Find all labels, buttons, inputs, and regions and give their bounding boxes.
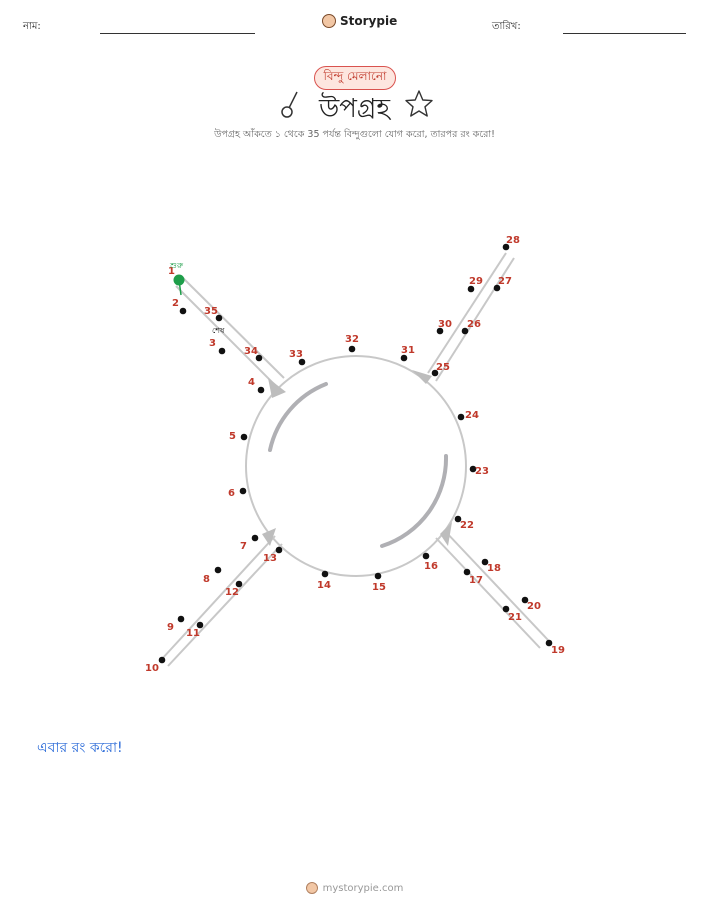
- color-it-prompt: এবার রং করো!: [37, 740, 123, 756]
- dot-number: 22: [460, 520, 474, 531]
- dot-number: 13: [263, 553, 277, 564]
- dot-number: 20: [527, 601, 541, 612]
- dot-8[interactable]: [203, 567, 221, 585]
- dot-number: 6: [228, 488, 235, 499]
- dot-number: 10: [145, 663, 159, 674]
- dot-marker[interactable]: [349, 346, 356, 353]
- dot-marker[interactable]: [375, 573, 382, 580]
- name-label: নাম:: [23, 21, 41, 32]
- dot-marker[interactable]: [178, 616, 185, 623]
- dot-number: 32: [345, 334, 359, 345]
- dot-number: 23: [475, 466, 489, 477]
- date-label: তারিখ:: [492, 21, 521, 32]
- dot-number: 12: [225, 587, 239, 598]
- dot-number: 18: [487, 563, 501, 574]
- dot-number: 27: [498, 276, 512, 287]
- dot-marker[interactable]: [252, 535, 259, 542]
- dot-2[interactable]: [172, 298, 186, 314]
- dot-marker[interactable]: [159, 657, 166, 664]
- dot-23[interactable]: [470, 466, 489, 477]
- dot-3[interactable]: [209, 338, 225, 354]
- dot-13[interactable]: [263, 547, 282, 564]
- dot-5[interactable]: [229, 431, 247, 442]
- dot-32[interactable]: [345, 334, 359, 352]
- dot-28[interactable]: [503, 235, 520, 250]
- dot-29[interactable]: [468, 276, 483, 292]
- dot-number: 33: [289, 349, 303, 360]
- dot-number: 19: [551, 645, 565, 656]
- dot-marker[interactable]: [241, 434, 248, 441]
- dot-22[interactable]: [455, 516, 474, 531]
- dot-14[interactable]: [317, 571, 331, 591]
- start-marker[interactable]: [169, 261, 185, 295]
- storypie-footer-logo-icon: [306, 882, 318, 894]
- activity-badge: বিন্দু মেলানো: [314, 66, 396, 90]
- dot-marker[interactable]: [219, 348, 226, 355]
- footer-site[interactable]: mystorypie.com: [322, 882, 404, 894]
- page-title: উপগ্রহ: [318, 94, 391, 124]
- start-label: শুরু: [170, 261, 184, 270]
- dot-number: 5: [229, 431, 236, 442]
- dot-number: 28: [506, 235, 520, 246]
- dot-number: 11: [186, 628, 200, 639]
- dot-26[interactable]: [462, 319, 481, 334]
- dot-number: 15: [372, 582, 386, 593]
- dot-number: 16: [424, 561, 438, 572]
- dot-7[interactable]: [240, 535, 258, 552]
- dot-27[interactable]: [494, 276, 512, 291]
- instructions: উপগ্রহ আঁকতে ১ থেকে 35 পর্যন্ত বিন্দুগুলো যোগ করো, তারপর রং করো!: [214, 129, 495, 140]
- dot-number: 34: [244, 346, 258, 357]
- dot-16[interactable]: [423, 553, 438, 572]
- dot-number: 8: [203, 574, 210, 585]
- dot-number: 9: [167, 622, 174, 633]
- end-label: শেষ: [212, 326, 225, 335]
- dot-24[interactable]: [458, 410, 479, 421]
- dot-17[interactable]: [464, 569, 483, 586]
- dot-number: 35: [204, 306, 218, 317]
- dot-19[interactable]: [546, 640, 565, 656]
- dot-number: 31: [401, 345, 415, 356]
- dot-number: 2: [172, 298, 179, 309]
- dot-20[interactable]: [522, 597, 541, 612]
- dot-marker[interactable]: [240, 488, 247, 495]
- dot-30[interactable]: [437, 319, 452, 334]
- dot-4[interactable]: [248, 377, 264, 393]
- dot-number: 30: [438, 319, 452, 330]
- dot-number: 26: [467, 319, 481, 330]
- dot-marker[interactable]: [423, 553, 430, 560]
- dot-marker[interactable]: [458, 414, 465, 421]
- dot-number: 7: [240, 541, 247, 552]
- dot-number: 17: [469, 575, 483, 586]
- dot-marker[interactable]: [258, 387, 265, 394]
- dot-number: 1: [168, 266, 175, 277]
- dot-33[interactable]: [289, 349, 305, 365]
- dot-marker[interactable]: [215, 567, 222, 574]
- dot-number: 21: [508, 612, 522, 623]
- dot-number: 3: [209, 338, 216, 349]
- dot-number: 14: [317, 580, 331, 591]
- dot-6[interactable]: [228, 488, 246, 499]
- dot-marker[interactable]: [322, 571, 329, 578]
- dot-10[interactable]: [145, 657, 165, 674]
- dot-number: 25: [436, 362, 450, 373]
- footer: [0, 882, 709, 894]
- satellite-highlights: [270, 384, 446, 546]
- dot-number: 24: [465, 410, 479, 421]
- dot-9[interactable]: [167, 616, 184, 633]
- dot-marker[interactable]: [180, 308, 187, 315]
- dot-15[interactable]: [372, 573, 386, 593]
- dot-number: 29: [469, 276, 483, 287]
- brand-name: Storypie: [340, 14, 398, 28]
- dot-number: 4: [248, 377, 255, 388]
- dot-31[interactable]: [401, 345, 415, 361]
